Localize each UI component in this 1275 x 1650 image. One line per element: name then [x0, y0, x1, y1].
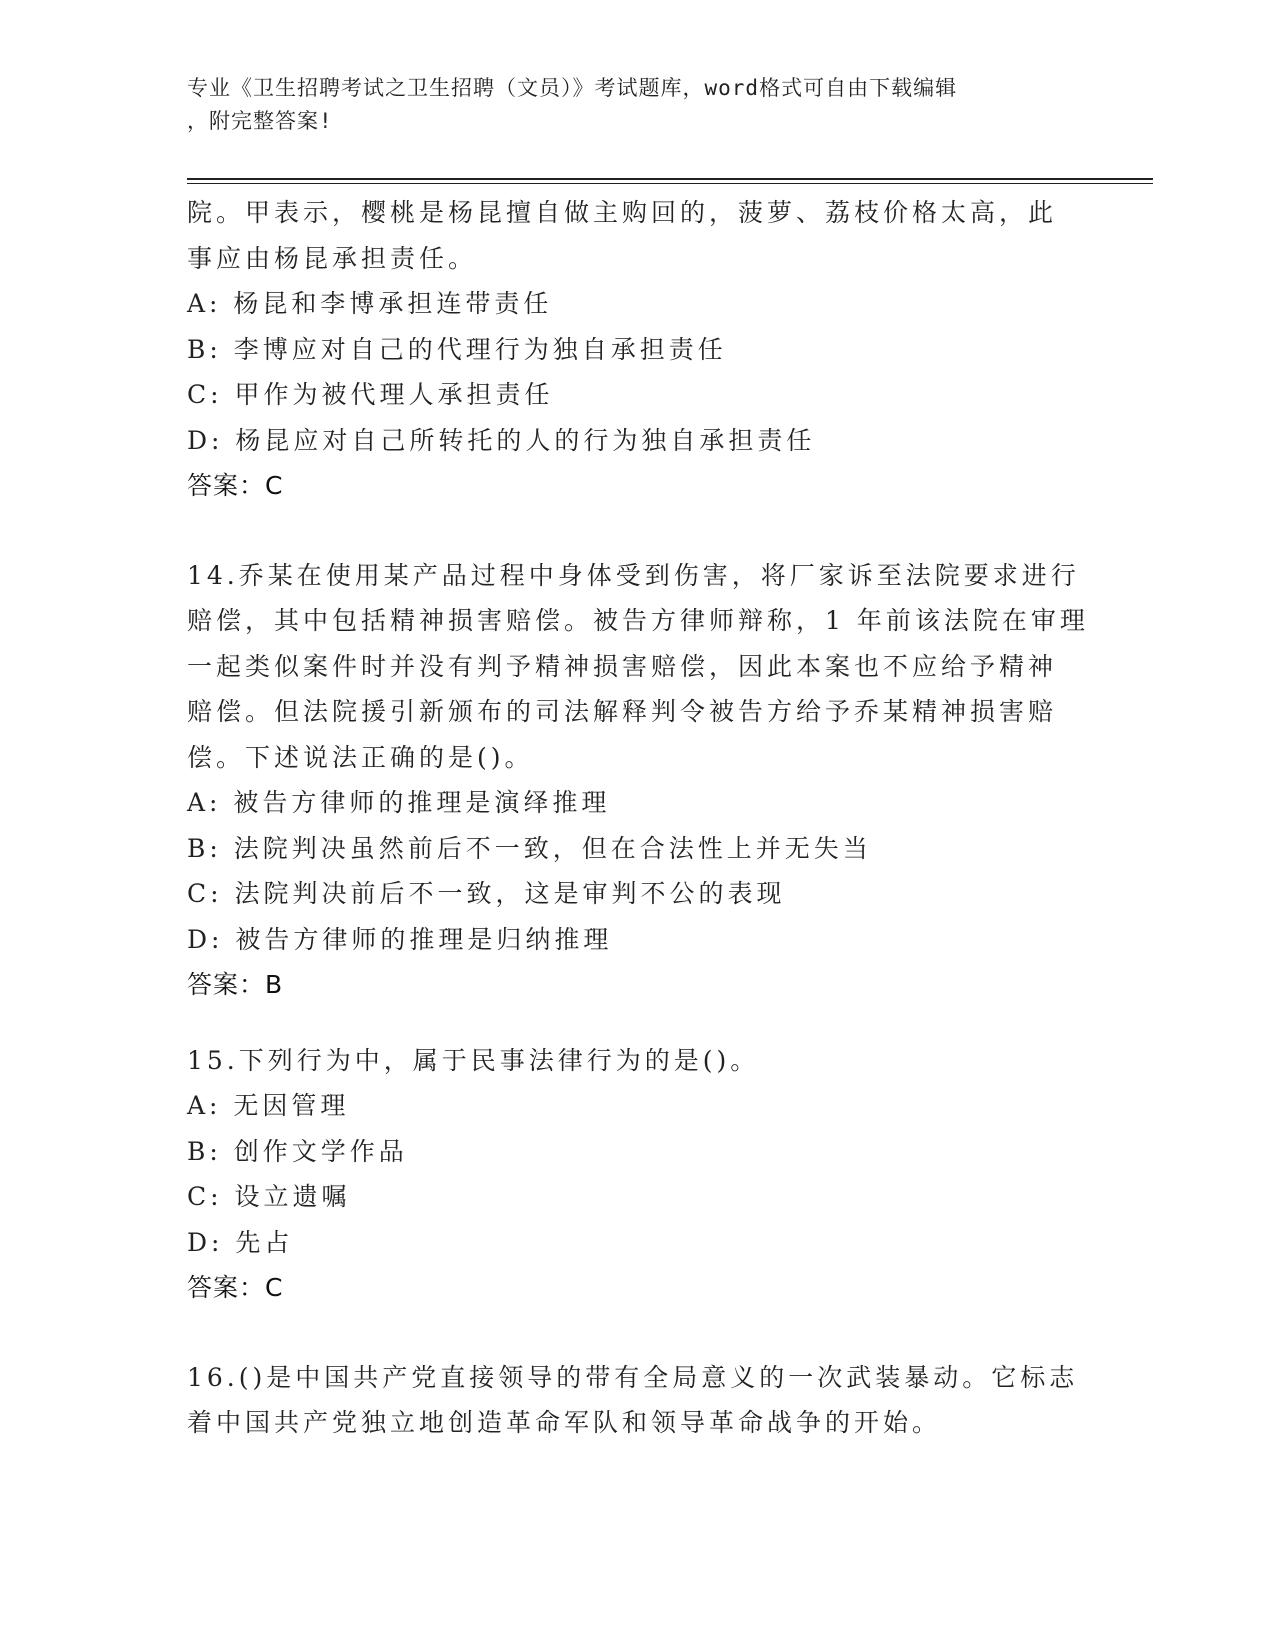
option-d: D: 先占: [187, 1227, 294, 1257]
question-16: [187, 1355, 1087, 1446]
option-a: A: 杨昆和李博承担连带责任: [187, 289, 553, 318]
question-text-line: 一起类似案件时并没有判予精神损害赔偿，因此本案也不应给予精神: [187, 651, 1058, 681]
question-text-line: 15.下列行为中，属于民事法律行为的是()。: [187, 1045, 760, 1075]
option-d: D: 杨昆应对自己所转托的人的行为独自承担责任: [187, 425, 816, 455]
spacer: [187, 1008, 1087, 1038]
question-text-line: 14.乔某在使用某产品过程中身体受到伤害，将厂家诉至法院要求进行: [187, 560, 1080, 590]
option-c: C: 设立遗嘱: [187, 1182, 351, 1211]
option-d: D: 被告方律师的推理是归纳推理: [187, 924, 613, 954]
option-b: B: 创作文学作品: [187, 1136, 408, 1166]
question-15: [187, 1038, 1087, 1311]
question-text-line: 院。甲表示，樱桃是杨昆擅自做主购回的，菠萝、荔枝价格太高，此: [187, 198, 1058, 227]
spacer: [187, 1311, 1087, 1355]
question-text-line: 赔偿。但法院援引新颁布的司法解释判令被告方给予乔某精神损害赔: [187, 697, 1058, 726]
document-body: [187, 190, 1087, 1446]
option-b: B: 李博应对自己的代理行为独自承担责任: [187, 334, 727, 364]
question-text-line: 事应由杨昆承担责任。: [187, 243, 478, 273]
document-header: [187, 72, 1077, 138]
option-c: C: 甲作为被代理人承担责任: [187, 380, 554, 409]
question-text-line: 着中国共产党独立地创造革命军队和领导革命战争的开始。: [187, 1408, 942, 1437]
option-a: A: 无因管理: [187, 1091, 350, 1120]
option-b: B: 法院判决虽然前后不一致，但在合法性上并无失当: [187, 833, 872, 863]
option-a: A: 被告方律师的推理是演绎推理: [187, 788, 611, 817]
header-title-line-2: ，附完整答案!: [187, 109, 333, 133]
question-text-line: 16.()是中国共产党直接领导的带有全局意义的一次武装暴动。它标志: [187, 1362, 1079, 1392]
question-text-line: 偿。下述说法正确的是()。: [187, 742, 534, 772]
answer-line: 答案：C: [187, 471, 284, 500]
question-13-continued: [187, 190, 1087, 509]
question-text-line: 赔偿，其中包括精神损害赔偿。被告方律师辩称，1 年前该法院在审理: [187, 606, 1089, 635]
header-divider-thick: [187, 178, 1153, 180]
option-c: C: 法院判决前后不一致，这是审判不公的表现: [187, 879, 786, 908]
header-divider-thin: [187, 183, 1153, 184]
answer-line: 答案：C: [187, 1273, 284, 1302]
question-14: [187, 553, 1087, 1008]
spacer: [187, 509, 1087, 553]
header-title-line-1: 专业《卫生招聘考试之卫生招聘（文员）》考试题库，word格式可自由下载编辑: [187, 76, 958, 100]
answer-line: 答案：B: [187, 970, 284, 999]
